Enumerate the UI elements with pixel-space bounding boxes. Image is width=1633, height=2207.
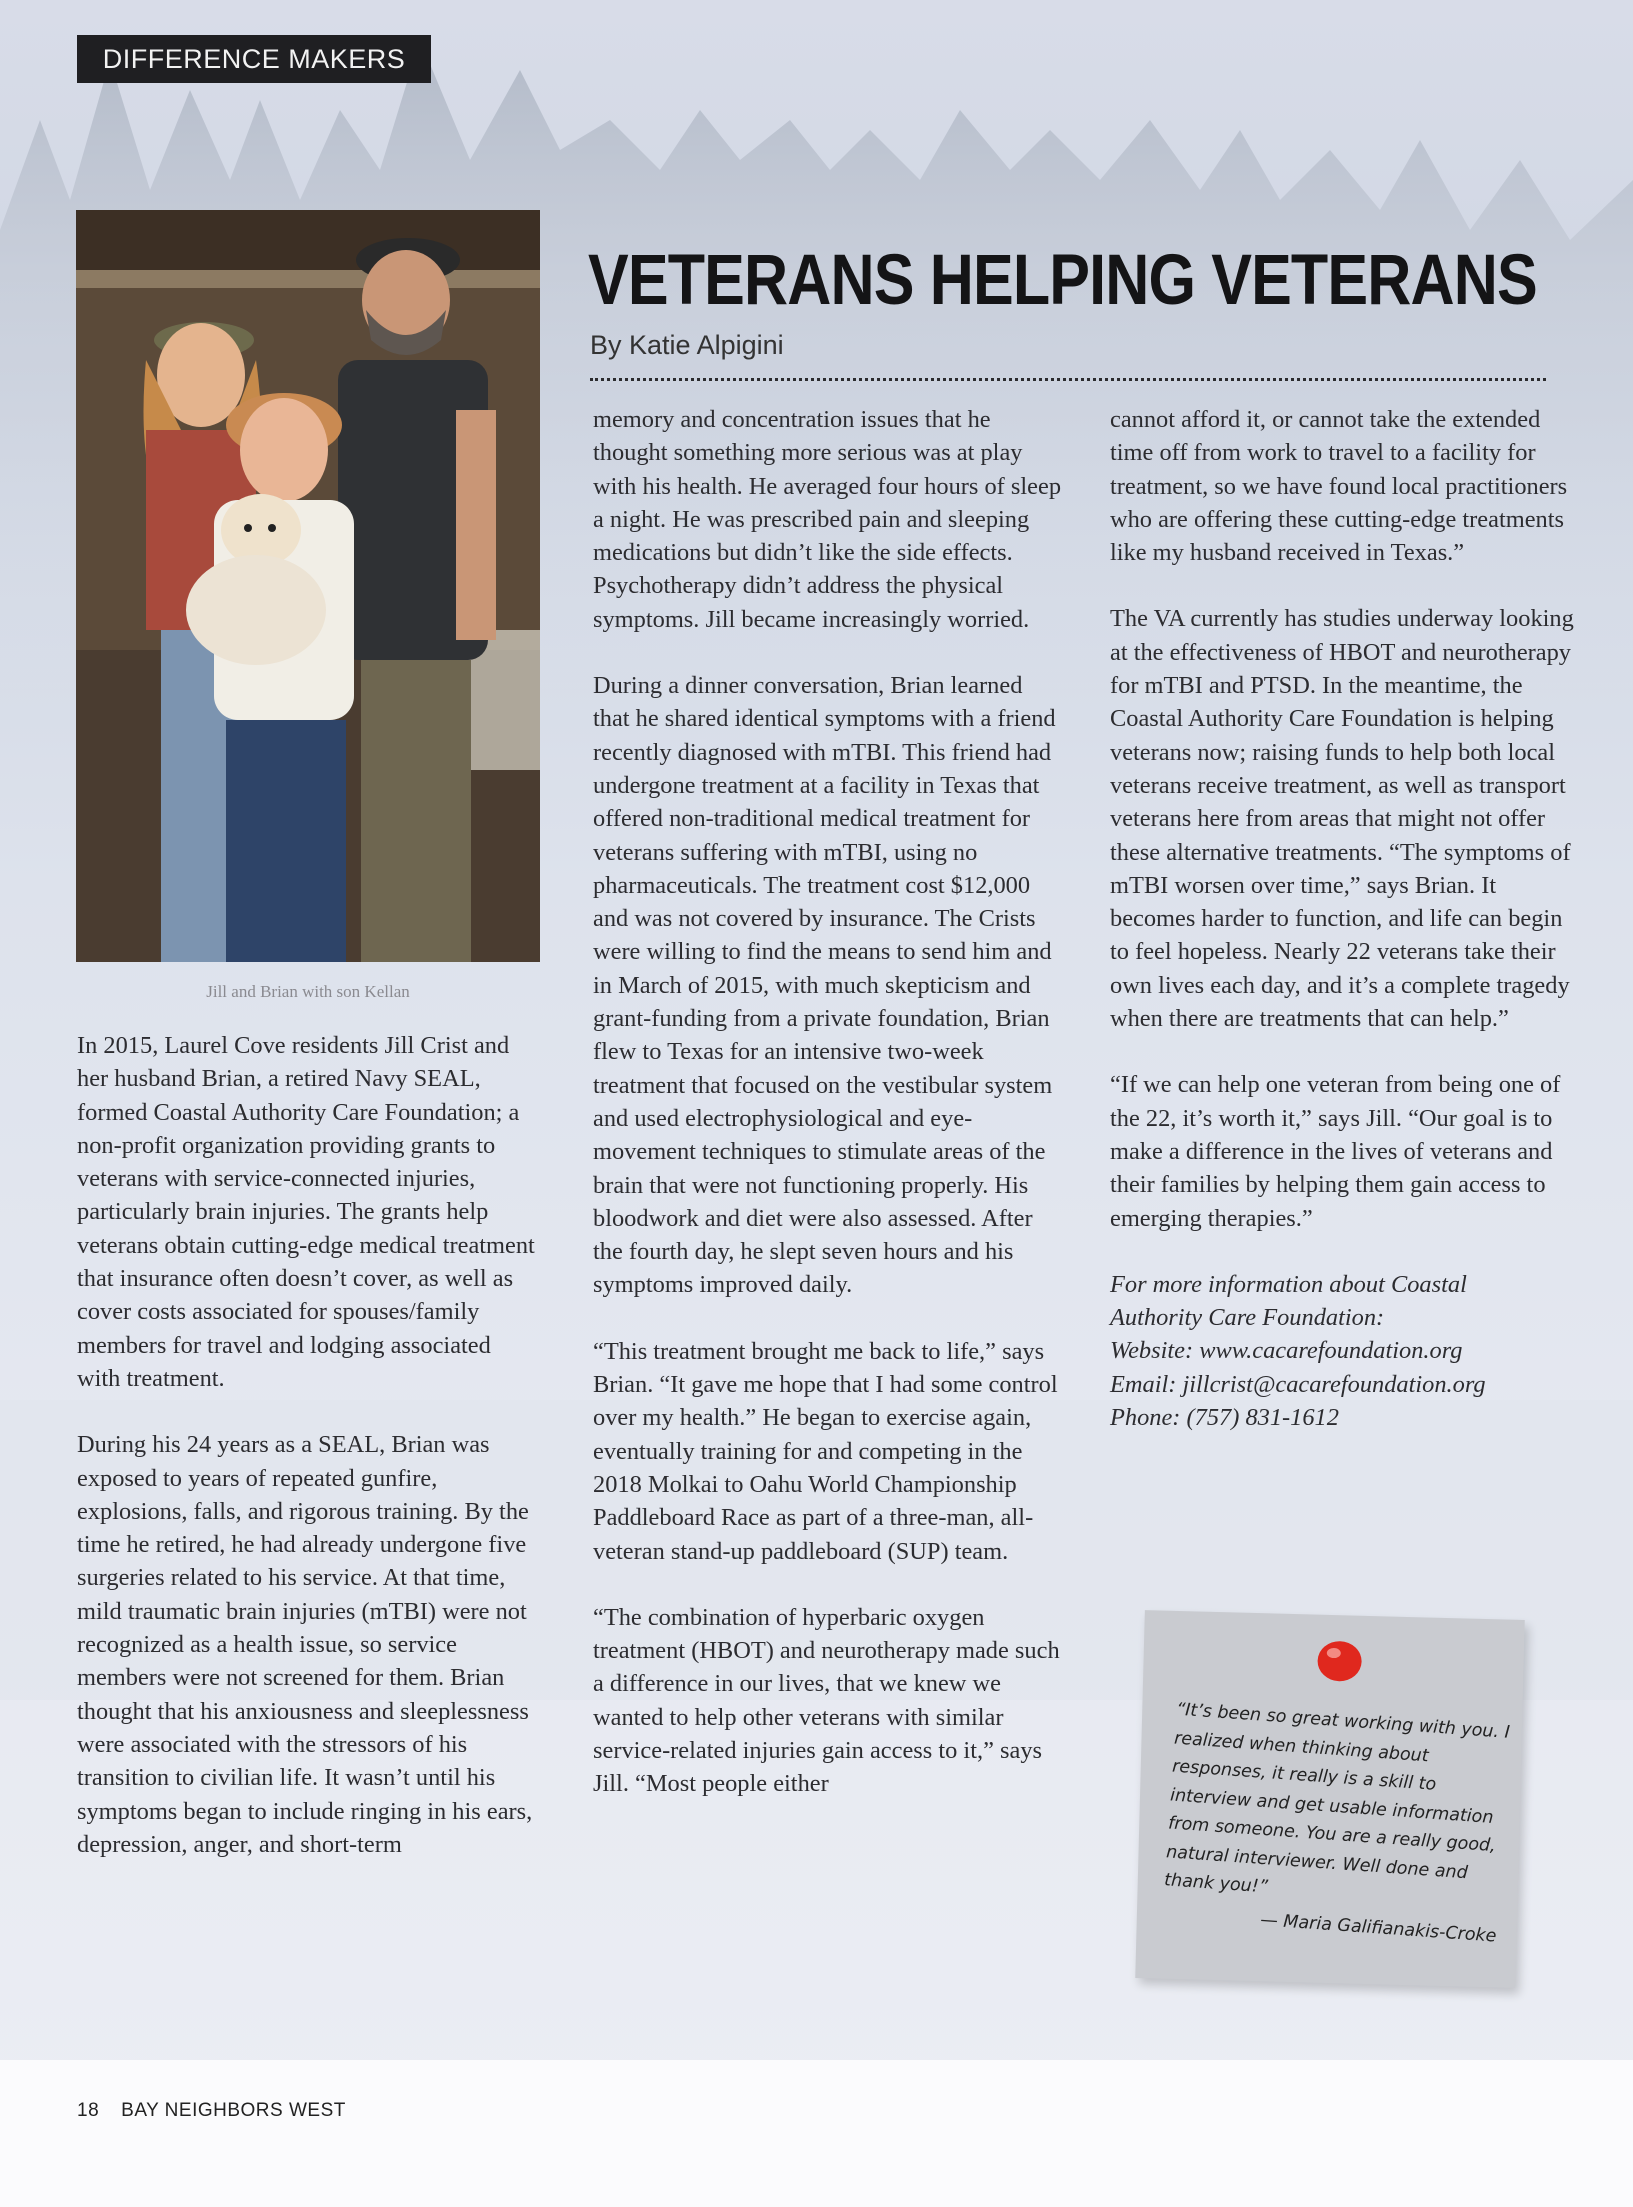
body-paragraph: The VA currently has studies underway looking at the effectiveness of HBOT and neurotherapy for mTBI and PTSD. In the meantime, the Coastal Authority Care Foundation is helping veterans now; raising funds to help both local veterans receive treatment, as well as transport veterans here from areas that might not offer these alternative treatments. “The symptoms of mTBI worsen over time,” says Brian. It becomes harder to function, and life can begin to feel hopeless. Nearly 22 veterans take their own lives each day, and it’s a complete tragedy when there are treatments that can help.”	[1110, 605, 1574, 1033]
page-footer	[77, 2100, 368, 2122]
body-paragraph: cannot afford it, or cannot take the extended time off from work to travel to a facility for treatment, so we have found local practitioners who are offering these cutting-edge treatments like my husband received in Texas.”	[1110, 406, 1568, 567]
photo-caption: Jill and Brian with son Kellan	[206, 982, 410, 1001]
article-column-3	[1110, 403, 1580, 1434]
testimonial-author: — Maria Galifianakis-Croke	[1259, 1910, 1498, 1947]
contact-intro: Authority Care Foundation:	[1110, 1304, 1385, 1332]
contact-email: Email: jillcrist@cacarefoundation.org	[1110, 1370, 1486, 1398]
body-paragraph: “The combination of hyperbaric oxygen treatment (HBOT) and neurotherapy made such a difference in our lives, that we knew we wanted to help other veterans with similar service-related injuries gain access to it,” says Jill. “Most people either	[593, 1603, 1060, 1798]
body-paragraph: “This treatment brought me back to life,” says Brian. “It gave me hope that I had some control over my health.” He began to exercise again, eventually training for and competing in the 2018 Molkai to Oahu World Championship Paddleboard Race as part of a three-man, all-veteran stand-up paddleboard (SUP) team.	[593, 1337, 1058, 1565]
body-paragraph: During a dinner conversation, Brian learned that he shared identical symptoms with a friend recently diagnosed with mTBI. This friend had undergone treatment at a facility in Texas that offered non-traditional medical treatment for veterans suffering with mTBI, using no pharmaceuticals. The treatment cost $12,000 and was not covered by insurance. The Crists were willing to find the means to send him and in March of 2015, with much skepticism and grant-funding from a private foundation, Brian flew to Texas for an intensive two-week treatment that focused on the vestibular system and used electrophysiological and eye-movement techniques to stimulate areas of the brain that were not functioning properly. His bloodwork and diet were also assessed. After the fourth day, he slept seven hours and his symptoms improved daily.	[593, 672, 1056, 1299]
pinned-note	[1135, 1610, 1525, 1988]
article-column-2	[593, 403, 1063, 1834]
contact-intro: For more information about Coastal	[1110, 1270, 1467, 1298]
publication-name: BAY NEIGHBORS WEST	[121, 2100, 346, 2121]
byline: By Katie Alpigini	[590, 330, 784, 360]
testimonial-quote: “It’s been so great working with you. I realized when thinking about responses, it really is a skill to interview and get usable information from someone. You are a really good, natural interviewer. Well done and thank you!”	[1163, 1699, 1511, 1898]
body-paragraph: “If we can help one veteran from being one of the 22, it’s worth it,” says Jill. “Our goal is to make a difference in the lives of veterans and their families by helping them gain access to emerging therapies.”	[1110, 1071, 1561, 1232]
pushpin-icon	[1313, 1637, 1366, 1684]
body-paragraph: During his 24 years as a SEAL, Brian was exposed to years of repeated gunfire, explosions, falls, and rigorous training. By the time he retired, he had already undergone five surgeries related to his service. At that time, mild traumatic brain injuries (mTBI) were not recognized as a health issue, so service members were not screened for them. Brian thought that his anxiousness and sleeplessness were associated with the stressors of his transition to civilian life. It wasn’t until his symptoms began to include ringing in his ears, depression, anger, and short-term	[77, 1431, 533, 1858]
page-number: 18	[77, 2100, 100, 2121]
contact-info	[1110, 1268, 1580, 1434]
section-tag: DIFFERENCE MAKERS	[77, 35, 431, 83]
contact-website: Website: www.cacarefoundation.org	[1110, 1337, 1463, 1365]
body-paragraph: In 2015, Laurel Cove residents Jill Crist and her husband Brian, a retired Navy SEAL, formed Coastal Authority Care Foundation; a non-profit organization providing grants to veterans with service-connected injuries, particularly brain injuries. The grants help veterans obtain cutting-edge medical treatment that insurance often doesn’t cover, as well as cover costs associated for spouses/family members for travel and lodging associated with treatment.	[77, 1032, 535, 1392]
family-photo	[76, 210, 540, 962]
contact-phone: Phone: (757) 831-1612	[1110, 1404, 1339, 1432]
headline: VETERANS HELPING VETERANS	[588, 241, 1537, 320]
article-column-1	[77, 1029, 537, 1894]
body-paragraph: memory and concentration issues that he thought something more serious was at play with his health. He averaged four hours of sleep a night. He was prescribed pain and sleeping medications but didn’t like the side effects. Psychotherapy didn’t address the physical symptoms. Jill became increasingly worried.	[593, 406, 1062, 633]
dotted-divider	[590, 378, 1546, 381]
